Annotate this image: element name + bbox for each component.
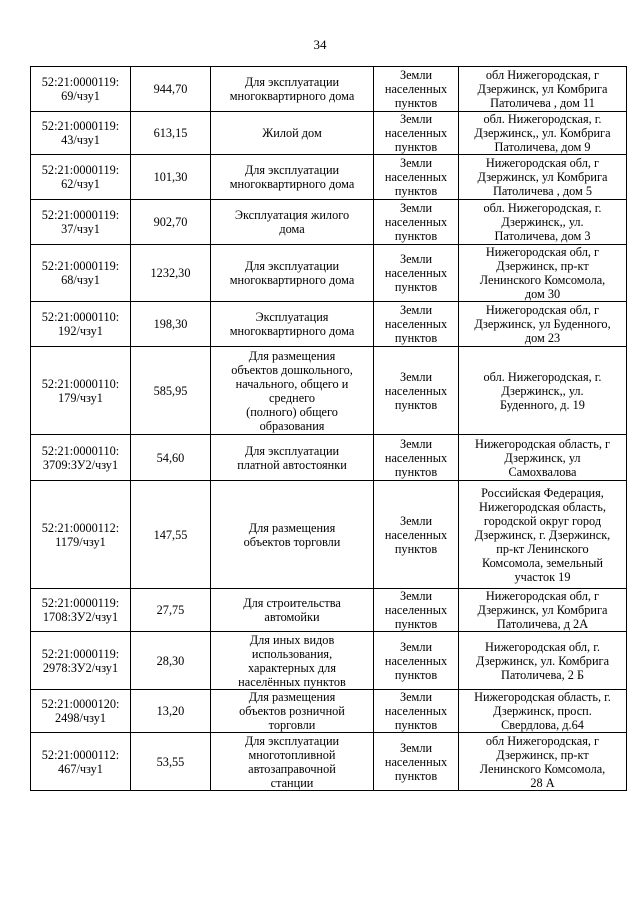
land-category-cell: Земли населенных пунктов <box>374 67 459 112</box>
purpose-cell: Для эксплуатации многотопливной автозаправочной станции <box>211 733 374 791</box>
purpose-cell: Жилой дом <box>211 112 374 155</box>
land-category-cell: Земли населенных пунктов <box>374 733 459 791</box>
land-category-cell: Земли населенных пунктов <box>374 435 459 481</box>
cadastral-number-cell: 52:21:0000119: 2978:ЗУ2/чзу1 <box>31 632 131 690</box>
area-cell: 902,70 <box>131 200 211 245</box>
table-row <box>31 245 627 302</box>
land-category-cell: Земли населенных пунктов <box>374 632 459 690</box>
cadastral-number-cell: 52:21:0000119: 62/чзу1 <box>31 155 131 200</box>
land-category-cell: Земли населенных пунктов <box>374 112 459 155</box>
purpose-cell: Эксплуатация жилого дома <box>211 200 374 245</box>
address-cell: обл Нижегородская, г Дзержинск, пр-кт Ленинского Комсомола, 28 А <box>459 733 627 791</box>
area-cell: 27,75 <box>131 589 211 632</box>
purpose-cell: Для эксплуатации многоквартирного дома <box>211 245 374 302</box>
area-cell: 585,95 <box>131 347 211 435</box>
address-cell: обл. Нижегородская, г. Дзержинск,, ул. Буденного, д. 19 <box>459 347 627 435</box>
land-category-cell: Земли населенных пунктов <box>374 302 459 347</box>
table-row <box>31 632 627 690</box>
cadastral-number-cell: 52:21:0000119: 68/чзу1 <box>31 245 131 302</box>
address-cell: Нижегородская обл, г Дзержинск, ул Комбрига Патоличева , дом 5 <box>459 155 627 200</box>
address-cell: обл Нижегородская, г Дзержинск, ул Комбрига Патоличева , дом 11 <box>459 67 627 112</box>
purpose-cell: Для размещения объектов розничной торговли <box>211 690 374 733</box>
table-row <box>31 347 627 435</box>
cadastral-number-cell: 52:21:0000120: 2498/чзу1 <box>31 690 131 733</box>
cadastral-number-cell: 52:21:0000112: 1179/чзу1 <box>31 481 131 589</box>
land-category-cell: Земли населенных пунктов <box>374 200 459 245</box>
area-cell: 198,30 <box>131 302 211 347</box>
address-cell: Нижегородская обл, г Дзержинск, ул Буденного, дом 23 <box>459 302 627 347</box>
address-cell: Российская Федерация, Нижегородская область, городской округ город Дзержинск, г. Дзержинск, пр-кт Ленинского Комсомола, земельный участок 19 <box>459 481 627 589</box>
table-body <box>31 67 627 791</box>
land-category-cell: Земли населенных пунктов <box>374 347 459 435</box>
area-cell: 28,30 <box>131 632 211 690</box>
land-category-cell: Земли населенных пунктов <box>374 481 459 589</box>
table-row <box>31 112 627 155</box>
purpose-cell: Для иных видов использования, характерных для населённых пунктов <box>211 632 374 690</box>
purpose-cell: Для эксплуатации платной автостоянки <box>211 435 374 481</box>
cadastral-number-cell: 52:21:0000119: 1708:ЗУ2/чзу1 <box>31 589 131 632</box>
cadastral-number-cell: 52:21:0000110: 3709:ЗУ2/чзу1 <box>31 435 131 481</box>
area-cell: 613,15 <box>131 112 211 155</box>
table-row <box>31 481 627 589</box>
table-row <box>31 435 627 481</box>
address-cell: Нижегородская область, г. Дзержинск, просп. Свердлова, д.64 <box>459 690 627 733</box>
cadastral-number-cell: 52:21:0000119: 43/чзу1 <box>31 112 131 155</box>
area-cell: 147,55 <box>131 481 211 589</box>
area-cell: 13,20 <box>131 690 211 733</box>
land-category-cell: Земли населенных пунктов <box>374 155 459 200</box>
cadastral-number-cell: 52:21:0000112: 467/чзу1 <box>31 733 131 791</box>
area-cell: 944,70 <box>131 67 211 112</box>
address-cell: обл. Нижегородская, г. Дзержинск,, ул. Комбрига Патоличева, дом 9 <box>459 112 627 155</box>
area-cell: 54,60 <box>131 435 211 481</box>
table-row <box>31 200 627 245</box>
purpose-cell: Для размещения объектов торговли <box>211 481 374 589</box>
purpose-cell: Для строительства автомойки <box>211 589 374 632</box>
table-row <box>31 302 627 347</box>
cadastral-number-cell: 52:21:0000110: 179/чзу1 <box>31 347 131 435</box>
land-category-cell: Земли населенных пунктов <box>374 245 459 302</box>
area-cell: 1232,30 <box>131 245 211 302</box>
table-row <box>31 589 627 632</box>
purpose-cell: Эксплуатация многоквартирного дома <box>211 302 374 347</box>
purpose-cell: Для эксплуатации многоквартирного дома <box>211 155 374 200</box>
address-cell: Нижегородская обл, г Дзержинск, пр-кт Ленинского Комсомола, дом 30 <box>459 245 627 302</box>
table-row <box>31 155 627 200</box>
area-cell: 53,55 <box>131 733 211 791</box>
purpose-cell: Для размещения объектов дошкольного, начального, общего и среднего (полного) общего образования <box>211 347 374 435</box>
table-row <box>31 733 627 791</box>
area-cell: 101,30 <box>131 155 211 200</box>
purpose-cell: Для эксплуатации многоквартирного дома <box>211 67 374 112</box>
land-category-cell: Земли населенных пунктов <box>374 589 459 632</box>
address-cell: обл. Нижегородская, г. Дзержинск,, ул. Патоличева, дом 3 <box>459 200 627 245</box>
address-cell: Нижегородская обл, г Дзержинск, ул Комбрига Патоличева, д 2А <box>459 589 627 632</box>
table-row <box>31 67 627 112</box>
cadastral-number-cell: 52:21:0000110: 192/чзу1 <box>31 302 131 347</box>
page-number: 34 <box>313 37 327 52</box>
cadastral-number-cell: 52:21:0000119: 37/чзу1 <box>31 200 131 245</box>
table-row <box>31 690 627 733</box>
land-category-cell: Земли населенных пунктов <box>374 690 459 733</box>
cadastral-number-cell: 52:21:0000119: 69/чзу1 <box>31 67 131 112</box>
address-cell: Нижегородская область, г Дзержинск, ул Самохвалова <box>459 435 627 481</box>
land-plots-table <box>30 66 627 791</box>
address-cell: Нижегородская обл, г. Дзержинск, ул. Комбрига Патоличева, 2 Б <box>459 632 627 690</box>
